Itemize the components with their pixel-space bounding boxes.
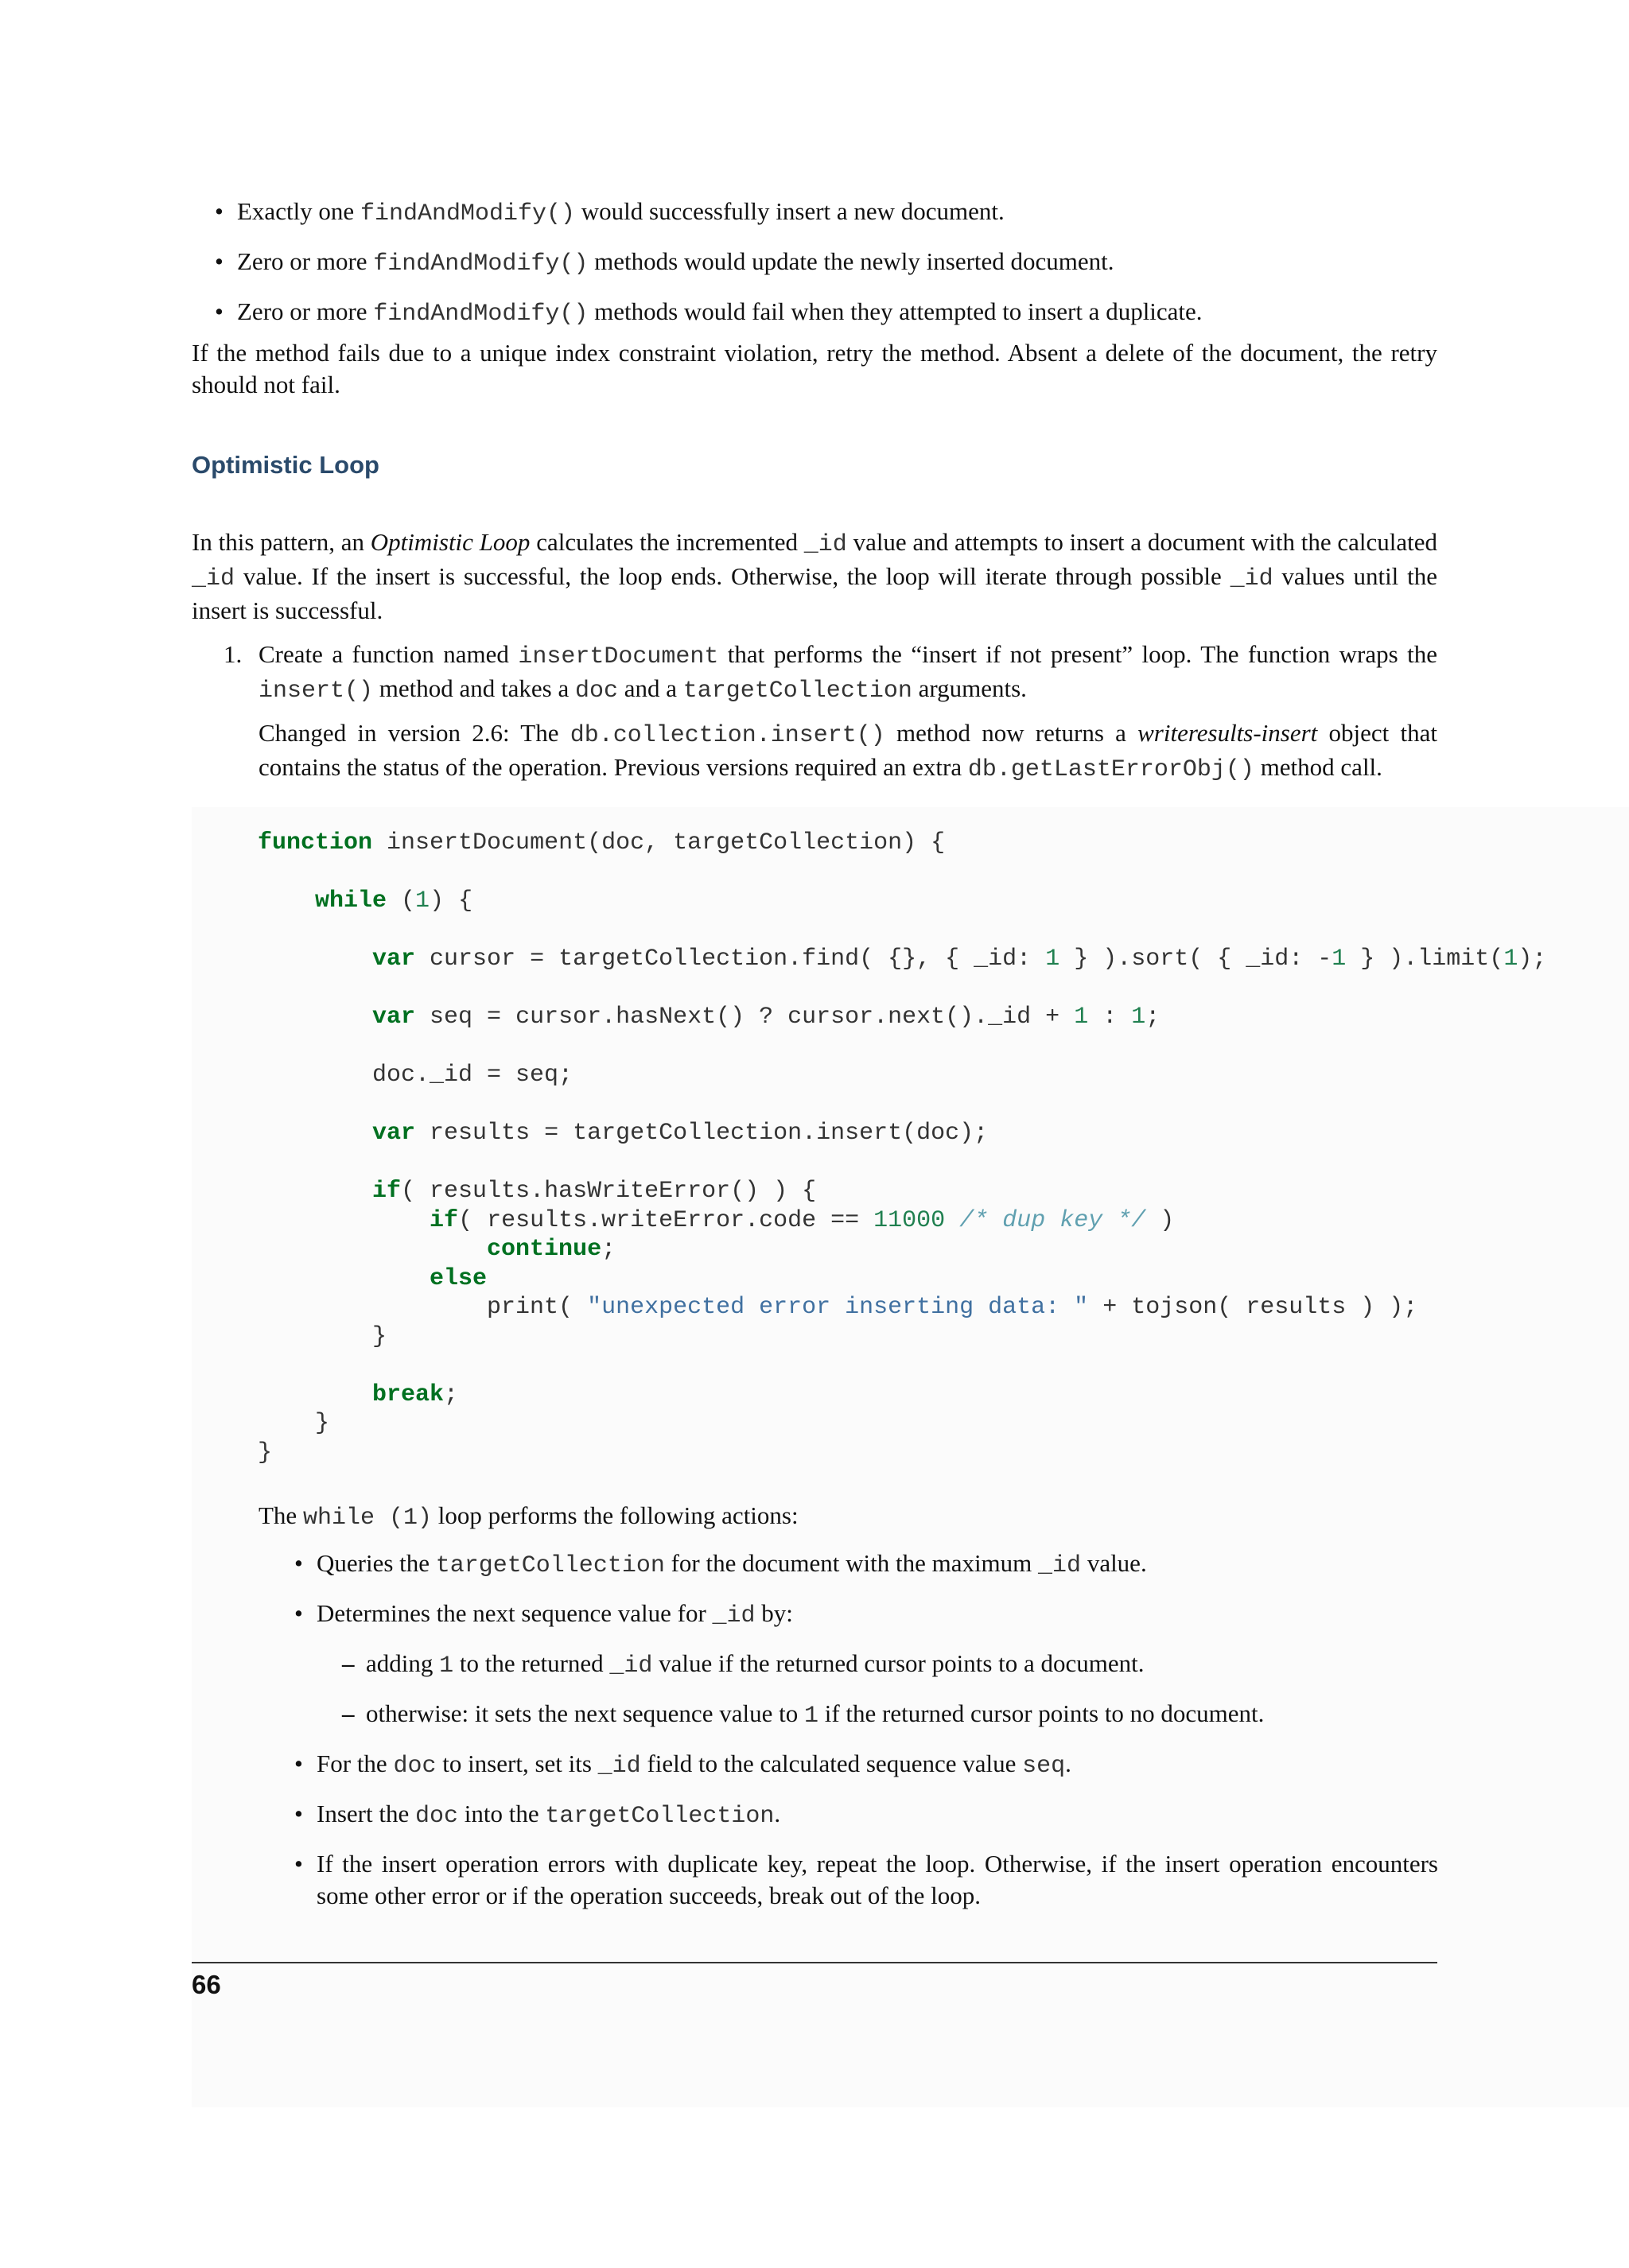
page-number: 66 <box>192 1970 221 1999</box>
code-line: var results = targetCollection.insert(doc); <box>372 1120 989 1147</box>
list-item: • Zero or more findAndModify() methods would fail when they attempted to insert a duplicate. <box>237 296 1446 330</box>
list-item: • For the doc to insert, set its _id field to the calculated sequence value seq. <box>317 1748 1438 1782</box>
step-number: 1. <box>224 640 243 668</box>
list-item: • If the insert operation errors with duplicate key, repeat the loop. Otherwise, if the insert operation encounters some other error or if the operation succeeds, break out of the loop. <box>317 1848 1438 1912</box>
list-item: • Exactly one findAndModify() would successfully insert a new document. <box>237 196 1446 230</box>
list-item: – adding 1 to the returned _id value if the returned cursor points to a document. <box>366 1648 1487 1682</box>
loop-paragraph: The while (1) loop performs the following actions: <box>259 1501 799 1532</box>
outcome-list <box>237 196 1446 346</box>
inline-code: findAndModify() <box>360 200 575 227</box>
retry-paragraph: If the method fails due to a unique index constraint violation, retry the method. Absent a delete of the document, the retry should not fail. <box>192 339 1437 398</box>
code-line: } <box>258 1439 273 1466</box>
code-line: if( results.writeError.code == 11000 /* dup key */ ) <box>430 1206 1175 1234</box>
code-line: continue; <box>487 1236 616 1263</box>
actions-list <box>317 1548 1438 1928</box>
code-line: } <box>315 1410 330 1437</box>
code-line: var cursor = targetCollection.find( {}, { _id: 1 } ).sort( { _id: -1 } ).limit(1); <box>372 946 1547 973</box>
code-line: doc._id = seq; <box>372 1062 573 1089</box>
code-line: } <box>372 1322 387 1350</box>
version-change-note: Changed in version 2.6: The db.collection.insert() method now returns a writeresults-insert object that contains the status of the operation. Previous versions required an extra db.getLastErrorObj() method call. <box>259 719 1437 783</box>
list-item: • Insert the doc into the targetCollection. <box>317 1798 1438 1832</box>
list-item: • Queries the targetCollection for the document with the maximum _id value. <box>317 1548 1438 1582</box>
list-item: – otherwise: it sets the next sequence value to 1 if the returned cursor points to no document. <box>366 1698 1487 1732</box>
step-1: 1. Create a function named insertDocument that performs the “insert if not present” loop. The function wraps the insert() method and takes a doc and a targetCollection arguments. <box>224 640 1437 705</box>
code-line: function insertDocument(doc, targetCollection) { <box>258 829 946 856</box>
code-line: while (1) { <box>315 887 473 915</box>
list-item: • Zero or more findAndModify() methods would update the newly inserted document. <box>237 246 1446 280</box>
footer-rule <box>192 1962 1437 1963</box>
code-line: if( results.hasWriteError() ) { <box>372 1178 817 1205</box>
list-item: • Determines the next sequence value for _id by: – adding 1 to the returned _id value if the returned cursor points to a document. – otherwise: it sets the next sequence value to 1 if the returned cursor points to no document. <box>317 1598 1438 1732</box>
sub-list <box>366 1648 1487 1732</box>
inline-code: findAndModify() <box>373 301 589 328</box>
inline-code: findAndModify() <box>373 250 589 278</box>
code-line: else <box>430 1264 488 1292</box>
pattern-paragraph: In this pattern, an Optimistic Loop calculates the incremented _id value and attempts to insert a document with the calculated _id value. If the insert is successful, the loop ends. Otherwise, the loop will iterate through possible _id values until the insert is successful. <box>192 528 1437 624</box>
section-heading: Optimistic Loop <box>192 451 379 479</box>
code-line: break; <box>372 1381 459 1408</box>
code-line: var seq = cursor.hasNext() ? cursor.next()._id + 1 : 1; <box>372 1004 1161 1031</box>
code-line: print( "unexpected error inserting data: " + tojson( results ) ); <box>258 1294 1418 1321</box>
